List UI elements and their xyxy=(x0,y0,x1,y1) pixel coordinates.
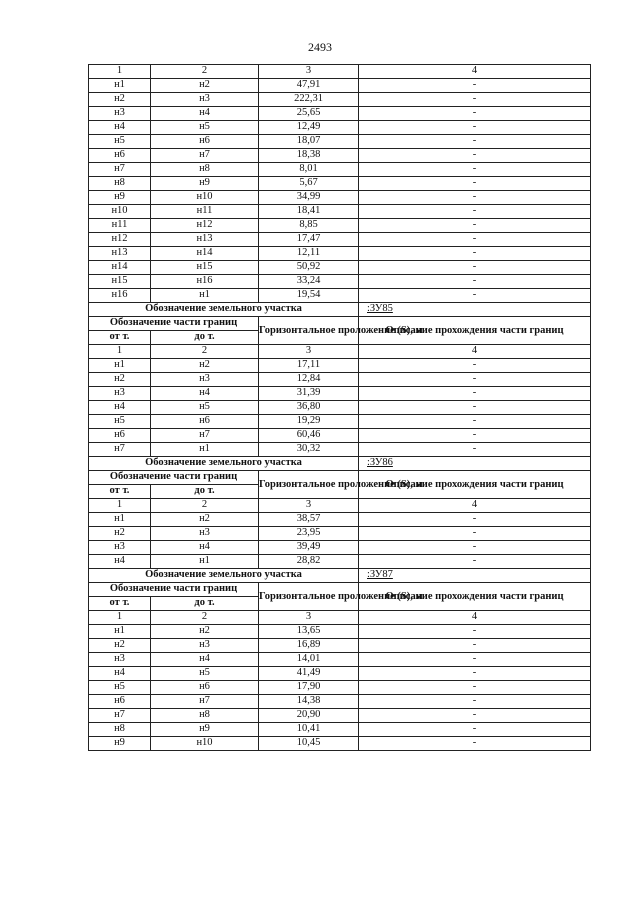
description-cell: - xyxy=(359,247,591,261)
column-number-cell: 4 xyxy=(359,65,591,79)
from-point-cell: н12 xyxy=(89,233,151,247)
description-cell: - xyxy=(359,149,591,163)
distance-cell: 50,92 xyxy=(259,261,359,275)
from-point-cell: н7 xyxy=(89,709,151,723)
column-numbers-row xyxy=(89,499,591,513)
to-point-header: до т. xyxy=(151,331,259,345)
column-numbers-row xyxy=(89,345,591,359)
table-row xyxy=(89,233,591,247)
to-point-cell: н7 xyxy=(151,149,259,163)
from-point-cell: н6 xyxy=(89,695,151,709)
from-point-cell: н5 xyxy=(89,681,151,695)
boundary-description-header: Описание прохождения части границ xyxy=(359,583,591,611)
table-row xyxy=(89,737,591,751)
parcel-code: :ЗУ85 xyxy=(359,303,591,317)
section-header-row xyxy=(89,471,591,485)
to-point-cell: н2 xyxy=(151,625,259,639)
distance-cell: 17,90 xyxy=(259,681,359,695)
table-row xyxy=(89,289,591,303)
table-row xyxy=(89,191,591,205)
table-row xyxy=(89,527,591,541)
to-point-cell: н7 xyxy=(151,429,259,443)
from-point-cell: н7 xyxy=(89,443,151,457)
table-row xyxy=(89,415,591,429)
table-row xyxy=(89,261,591,275)
boundary-description-header: Описание прохождения части границ xyxy=(359,317,591,345)
column-number-cell: 3 xyxy=(259,499,359,513)
distance-cell: 33,24 xyxy=(259,275,359,289)
table-row xyxy=(89,373,591,387)
from-point-cell: н15 xyxy=(89,275,151,289)
from-point-cell: н13 xyxy=(89,247,151,261)
to-point-cell: н16 xyxy=(151,275,259,289)
to-point-cell: н13 xyxy=(151,233,259,247)
from-point-header: от т. xyxy=(89,597,151,611)
to-point-cell: н3 xyxy=(151,373,259,387)
table-row xyxy=(89,359,591,373)
description-cell: - xyxy=(359,681,591,695)
distance-cell: 12,11 xyxy=(259,247,359,261)
from-point-cell: н11 xyxy=(89,219,151,233)
distance-cell: 60,46 xyxy=(259,429,359,443)
column-numbers-row xyxy=(89,611,591,625)
column-numbers-row xyxy=(89,65,591,79)
distance-cell: 8,85 xyxy=(259,219,359,233)
distance-cell: 18,41 xyxy=(259,205,359,219)
boundary-part-header: Обозначение части границ xyxy=(89,583,259,597)
parcel-title-row xyxy=(89,303,591,317)
from-point-cell: н2 xyxy=(89,93,151,107)
table-row xyxy=(89,541,591,555)
table-row xyxy=(89,387,591,401)
table-row xyxy=(89,149,591,163)
table-row xyxy=(89,135,591,149)
description-cell: - xyxy=(359,527,591,541)
description-cell: - xyxy=(359,401,591,415)
from-point-cell: н4 xyxy=(89,401,151,415)
boundary-table-body xyxy=(89,65,591,751)
to-point-cell: н6 xyxy=(151,681,259,695)
table-row xyxy=(89,205,591,219)
parcel-title-row xyxy=(89,569,591,583)
to-point-cell: н2 xyxy=(151,513,259,527)
column-number-cell: 2 xyxy=(151,611,259,625)
column-number-cell: 3 xyxy=(259,611,359,625)
to-point-cell: н12 xyxy=(151,219,259,233)
from-point-cell: н16 xyxy=(89,289,151,303)
to-point-cell: н9 xyxy=(151,723,259,737)
to-point-cell: н3 xyxy=(151,93,259,107)
to-point-cell: н3 xyxy=(151,639,259,653)
to-point-cell: н9 xyxy=(151,177,259,191)
table-row xyxy=(89,723,591,737)
to-point-cell: н3 xyxy=(151,527,259,541)
description-cell: - xyxy=(359,639,591,653)
to-point-cell: н2 xyxy=(151,359,259,373)
description-cell: - xyxy=(359,723,591,737)
to-point-header: до т. xyxy=(151,597,259,611)
table-row xyxy=(89,401,591,415)
to-point-cell: н7 xyxy=(151,695,259,709)
description-cell: - xyxy=(359,275,591,289)
to-point-cell: н5 xyxy=(151,121,259,135)
to-point-cell: н8 xyxy=(151,163,259,177)
parcel-designation-label: Обозначение земельного участка xyxy=(89,457,359,471)
description-cell: - xyxy=(359,261,591,275)
from-point-cell: н2 xyxy=(89,527,151,541)
distance-cell: 25,65 xyxy=(259,107,359,121)
table-row xyxy=(89,639,591,653)
to-point-cell: н1 xyxy=(151,555,259,569)
distance-cell: 19,54 xyxy=(259,289,359,303)
to-point-cell: н11 xyxy=(151,205,259,219)
boundary-part-header: Обозначение части границ xyxy=(89,471,259,485)
description-cell: - xyxy=(359,359,591,373)
column-number-cell: 4 xyxy=(359,499,591,513)
table-row xyxy=(89,681,591,695)
distance-cell: 23,95 xyxy=(259,527,359,541)
description-cell: - xyxy=(359,205,591,219)
parcel-title-row xyxy=(89,457,591,471)
to-point-cell: н4 xyxy=(151,541,259,555)
distance-cell: 14,01 xyxy=(259,653,359,667)
column-number-cell: 2 xyxy=(151,345,259,359)
table-row xyxy=(89,667,591,681)
to-point-cell: н1 xyxy=(151,443,259,457)
description-cell: - xyxy=(359,191,591,205)
table-row xyxy=(89,219,591,233)
distance-cell: 30,32 xyxy=(259,443,359,457)
description-cell: - xyxy=(359,541,591,555)
description-cell: - xyxy=(359,429,591,443)
description-cell: - xyxy=(359,177,591,191)
column-number-cell: 2 xyxy=(151,499,259,513)
from-point-cell: н3 xyxy=(89,387,151,401)
from-point-cell: н3 xyxy=(89,653,151,667)
table-row xyxy=(89,443,591,457)
column-number-cell: 1 xyxy=(89,65,151,79)
description-cell: - xyxy=(359,79,591,93)
to-point-cell: н6 xyxy=(151,135,259,149)
to-point-cell: н10 xyxy=(151,737,259,751)
from-point-cell: н6 xyxy=(89,149,151,163)
to-point-cell: н4 xyxy=(151,107,259,121)
from-point-header: от т. xyxy=(89,485,151,499)
table-row xyxy=(89,555,591,569)
distance-cell: 10,45 xyxy=(259,737,359,751)
table-row xyxy=(89,709,591,723)
distance-cell: 41,49 xyxy=(259,667,359,681)
from-point-cell: н10 xyxy=(89,205,151,219)
description-cell: - xyxy=(359,653,591,667)
distance-cell: 38,57 xyxy=(259,513,359,527)
from-point-cell: н3 xyxy=(89,107,151,121)
from-point-cell: н4 xyxy=(89,555,151,569)
description-cell: - xyxy=(359,233,591,247)
distance-cell: 10,41 xyxy=(259,723,359,737)
boundary-description-header: Описание прохождения части границ xyxy=(359,471,591,499)
column-number-cell: 3 xyxy=(259,345,359,359)
distance-cell: 47,91 xyxy=(259,79,359,93)
distance-cell: 13,65 xyxy=(259,625,359,639)
description-cell: - xyxy=(359,555,591,569)
parcel-designation-label: Обозначение земельного участка xyxy=(89,569,359,583)
from-point-cell: н8 xyxy=(89,723,151,737)
from-point-cell: н1 xyxy=(89,625,151,639)
from-point-cell: н4 xyxy=(89,667,151,681)
distance-cell: 39,49 xyxy=(259,541,359,555)
description-cell: - xyxy=(359,443,591,457)
section-header-row xyxy=(89,583,591,597)
table-row xyxy=(89,177,591,191)
from-point-cell: н2 xyxy=(89,639,151,653)
from-point-cell: н9 xyxy=(89,737,151,751)
table-row xyxy=(89,79,591,93)
from-point-cell: н8 xyxy=(89,177,151,191)
description-cell: - xyxy=(359,513,591,527)
from-point-cell: н7 xyxy=(89,163,151,177)
column-number-cell: 4 xyxy=(359,611,591,625)
description-cell: - xyxy=(359,415,591,429)
parcel-code: :ЗУ86 xyxy=(359,457,591,471)
column-number-cell: 1 xyxy=(89,345,151,359)
description-cell: - xyxy=(359,93,591,107)
to-point-cell: н10 xyxy=(151,191,259,205)
distance-cell: 19,29 xyxy=(259,415,359,429)
to-point-cell: н8 xyxy=(151,709,259,723)
distance-cell: 34,99 xyxy=(259,191,359,205)
section-header-row xyxy=(89,317,591,331)
boundary-table xyxy=(88,64,591,751)
to-point-cell: н14 xyxy=(151,247,259,261)
to-point-cell: н2 xyxy=(151,79,259,93)
description-cell: - xyxy=(359,219,591,233)
to-point-cell: н15 xyxy=(151,261,259,275)
description-cell: - xyxy=(359,737,591,751)
description-cell: - xyxy=(359,121,591,135)
to-point-cell: н4 xyxy=(151,387,259,401)
description-cell: - xyxy=(359,695,591,709)
column-number-cell: 4 xyxy=(359,345,591,359)
distance-cell: 20,90 xyxy=(259,709,359,723)
parcel-designation-label: Обозначение земельного участка xyxy=(89,303,359,317)
page-number: 2493 xyxy=(308,40,332,54)
table-row xyxy=(89,695,591,709)
to-point-cell: н5 xyxy=(151,401,259,415)
table-row xyxy=(89,625,591,639)
from-point-cell: н4 xyxy=(89,121,151,135)
table-row xyxy=(89,163,591,177)
distance-cell: 12,84 xyxy=(259,373,359,387)
horizontal-distance-header: Горизонтальное проложение (S), м xyxy=(259,471,359,499)
distance-cell: 14,38 xyxy=(259,695,359,709)
description-cell: - xyxy=(359,135,591,149)
from-point-cell: н1 xyxy=(89,79,151,93)
from-point-cell: н1 xyxy=(89,513,151,527)
distance-cell: 28,82 xyxy=(259,555,359,569)
table-row xyxy=(89,121,591,135)
from-point-cell: н5 xyxy=(89,415,151,429)
distance-cell: 36,80 xyxy=(259,401,359,415)
distance-cell: 17,47 xyxy=(259,233,359,247)
table-row xyxy=(89,429,591,443)
horizontal-distance-header: Горизонтальное проложение (S), м xyxy=(259,583,359,611)
description-cell: - xyxy=(359,625,591,639)
from-point-cell: н3 xyxy=(89,541,151,555)
distance-cell: 18,38 xyxy=(259,149,359,163)
from-point-cell: н1 xyxy=(89,359,151,373)
from-point-cell: н2 xyxy=(89,373,151,387)
distance-cell: 8,01 xyxy=(259,163,359,177)
description-cell: - xyxy=(359,709,591,723)
boundary-part-header: Обозначение части границ xyxy=(89,317,259,331)
to-point-cell: н6 xyxy=(151,415,259,429)
parcel-code: :ЗУ87 xyxy=(359,569,591,583)
from-point-header: от т. xyxy=(89,331,151,345)
description-cell: - xyxy=(359,667,591,681)
to-point-cell: н4 xyxy=(151,653,259,667)
column-number-cell: 1 xyxy=(89,499,151,513)
from-point-cell: н5 xyxy=(89,135,151,149)
horizontal-distance-header: Горизонтальное проложение (S), м xyxy=(259,317,359,345)
table-row xyxy=(89,513,591,527)
to-point-cell: н1 xyxy=(151,289,259,303)
description-cell: - xyxy=(359,289,591,303)
description-cell: - xyxy=(359,107,591,121)
distance-cell: 222,31 xyxy=(259,93,359,107)
distance-cell: 5,67 xyxy=(259,177,359,191)
column-number-cell: 3 xyxy=(259,65,359,79)
distance-cell: 31,39 xyxy=(259,387,359,401)
description-cell: - xyxy=(359,373,591,387)
to-point-cell: н5 xyxy=(151,667,259,681)
table-row xyxy=(89,653,591,667)
table-row xyxy=(89,247,591,261)
from-point-cell: н14 xyxy=(89,261,151,275)
description-cell: - xyxy=(359,163,591,177)
distance-cell: 16,89 xyxy=(259,639,359,653)
distance-cell: 12,49 xyxy=(259,121,359,135)
to-point-header: до т. xyxy=(151,485,259,499)
from-point-cell: н9 xyxy=(89,191,151,205)
table-row xyxy=(89,107,591,121)
table-row xyxy=(89,275,591,289)
column-number-cell: 1 xyxy=(89,611,151,625)
table-row xyxy=(89,93,591,107)
from-point-cell: н6 xyxy=(89,429,151,443)
distance-cell: 18,07 xyxy=(259,135,359,149)
distance-cell: 17,11 xyxy=(259,359,359,373)
description-cell: - xyxy=(359,387,591,401)
column-number-cell: 2 xyxy=(151,65,259,79)
